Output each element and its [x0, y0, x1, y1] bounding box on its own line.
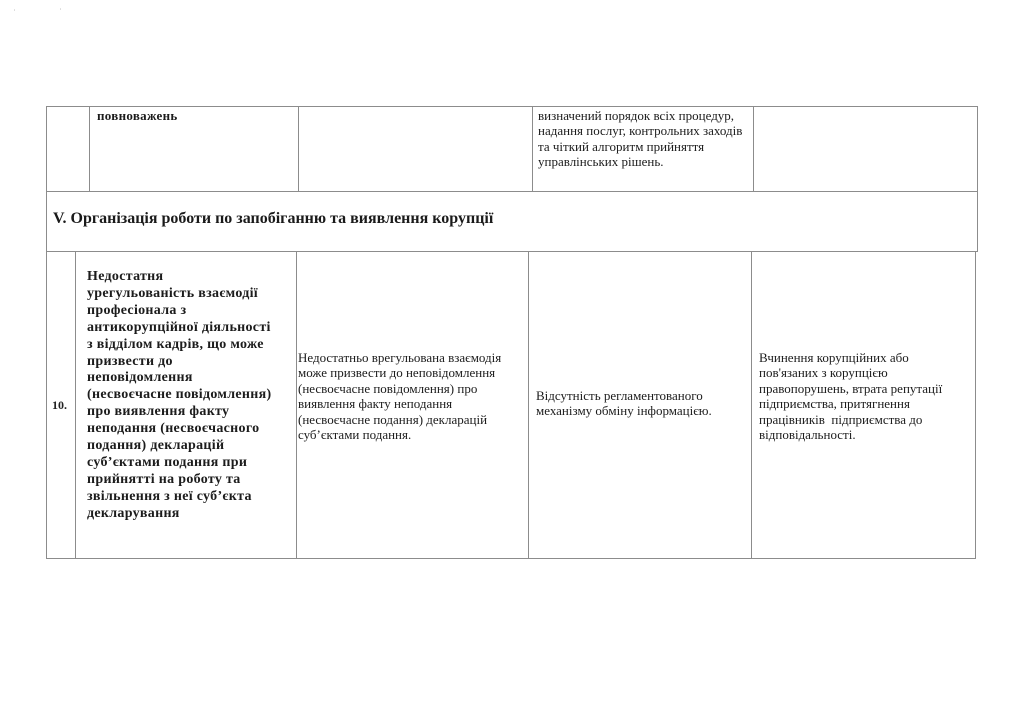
- cell-existing-measures: [532, 106, 754, 192]
- description-text: [298, 350, 528, 442]
- description-line: Недостатньо врегульована взаємодія: [298, 350, 502, 365]
- risk-line: (несвоєчасне повідомлення): [87, 387, 272, 403]
- scan-mark: ʼ: [14, 10, 16, 16]
- consequences-line: Вчинення корупційних або: [759, 350, 909, 365]
- consequences-line: пов'язаних з корупцією: [759, 365, 888, 381]
- cell-risk: [75, 251, 297, 559]
- consequences-line: підприємства, притягнення: [759, 396, 910, 412]
- section-title: V. Організація роботи по запобіганню та виявлення корупції: [53, 210, 494, 227]
- risk-line: прийнятті на роботу та: [87, 471, 241, 487]
- consequences-line: відповідальності.: [759, 427, 856, 443]
- risk-line: Недостатня: [87, 269, 164, 284]
- consequences-line: правопорушень, втрата репутації: [759, 380, 943, 396]
- risk-line: неподання (несвоєчасного: [87, 421, 260, 437]
- risk-line: урегульованість взаємодії: [87, 285, 258, 301]
- cell-number: [46, 106, 90, 192]
- description-line: може призвести до неповідомлення: [298, 365, 496, 381]
- existing-measures-text: [536, 388, 750, 419]
- cell-existing-measures: [528, 251, 752, 559]
- cell-consequences: [751, 251, 976, 559]
- section-header-row: [46, 191, 978, 252]
- existing-measures-line: механізму обміну інформацією.: [536, 403, 712, 419]
- consequences-text: [759, 350, 975, 442]
- cell-description: [298, 106, 533, 192]
- risk-line: звільнення з неї суб’єкта: [87, 488, 252, 504]
- cell-description: [296, 251, 529, 559]
- cell-consequences: [753, 106, 978, 192]
- risk-line: суб’єктами подання при: [87, 454, 248, 470]
- risk-line: неповідомлення: [87, 370, 193, 386]
- risk-line: з відділом кадрів, що може: [87, 336, 264, 352]
- existing-measures-line: Відсутність регламентованого: [536, 388, 703, 403]
- consequences-line: працівників підприємства до: [759, 411, 923, 427]
- description-line: виявлення факту неподання: [298, 396, 453, 412]
- scan-mark: ʼ: [60, 9, 62, 15]
- risk-line: подання) декларацій: [87, 438, 225, 454]
- risk-line: антикорупційної діяльності: [87, 319, 271, 335]
- cell-number: [46, 251, 76, 559]
- description-line: (несвоєчасне подання) декларацій: [298, 411, 488, 427]
- risk-text: повноважень: [97, 108, 178, 123]
- risk-text: [87, 269, 297, 523]
- description-line: (несвоєчасне повідомлення) про: [298, 380, 478, 396]
- description-line: суб’єктами подання.: [298, 427, 412, 443]
- risk-line: про виявлення факту: [87, 404, 230, 420]
- risk-line: декларування: [87, 505, 180, 521]
- row-number: 10.: [52, 398, 67, 412]
- risk-line: професіонала з: [87, 302, 187, 318]
- risk-line: призвести до: [87, 353, 173, 369]
- existing-measures-text: визначений порядок всіх процедур, надання послуг, контрольних заходів та чіткий алгоритм прийняття управлінських рішень.: [538, 108, 743, 170]
- cell-risk: [89, 106, 299, 192]
